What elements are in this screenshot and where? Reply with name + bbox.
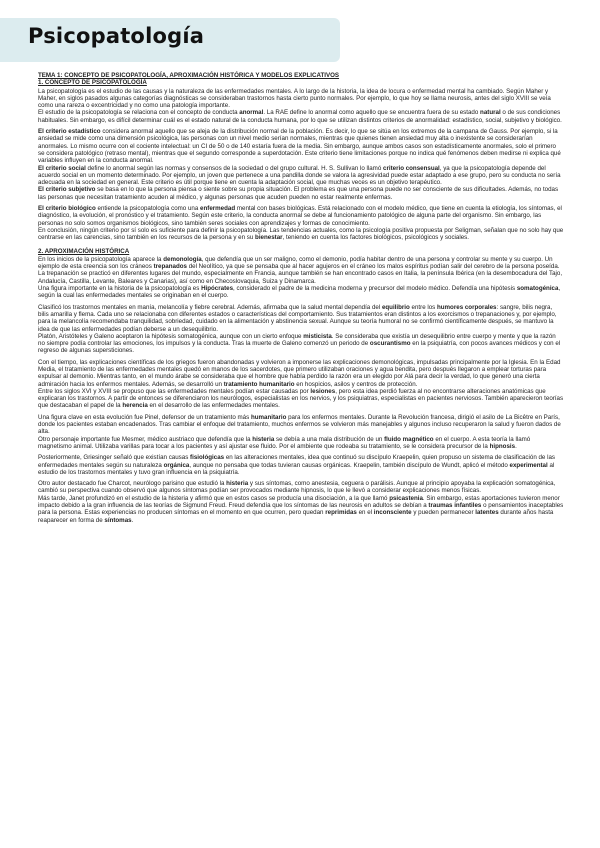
paragraph: El estudio de la psicopatología se relaciona con el concepto de conducta anormal. La RAE define lo anormal como aquello que se encuentra fuera de su estado natural o de sus condiciones habituales. Sin embargo, es difícil determinar cuál es el estado natural de la conducta humana, por lo que se utilizan distintos criterios de anormalidad: estadístico, social, subjetivo y biológico. <box>38 109 562 124</box>
paragraph: El criterio subjetivo se basa en lo que la persona piensa o siente sobre su propia situación. El problema es que una persona puede no ser consciente de sus dificultades. Además, no todas las personas que necesitan tratamiento acuden al médico, y algunas personas que acuden pueden no estar realmente enfermas. <box>38 186 559 201</box>
paragraph: El criterio social define lo anormal según las normas y consensos de la sociedad o del grupo cultural. H. S. Sullivan lo llamó criterio consensual, ya que la psicopatología depende del acuerdo social en un momento determinado. Por ejemplo, un joven que pertenece a una pandilla donde se valora la agresividad puede estar adaptado a ese grupo, pero su conducta no sería adecuada en la sociedad en general. Este criterio es útil porque tiene en cuenta la adaptación social, que muchas veces es un objetivo terapéutico. <box>38 164 561 187</box>
paragraph: Más tarde, Janet profundizó en el estudio de la histeria y afirmó que en estos casos se producía una disociación, a la que llamó psicastenia. Sin embargo, estas aportaciones tuvieron menor impacto debido a la gran influencia de las teorías de Sigmund Freud. Freud defendía que los síntomas de las neurosis en adultos se debían a traumas infantiles o pensamientos inaceptables para la persona. Estas experiencias no producen síntomas en el momento en que ocurren, pero quedan reprimidas en el inconsciente y pueden permanecer latentes durante años hasta reaparecer en forma de síntomas. <box>38 494 564 524</box>
paragraph: Una figura clave en esta evolución fue Pinel, defensor de un tratamiento más humanitario para los enfermos mentales. Durante la Revolución francesa, dirigió el asilo de La Bicêtre en París, donde los pacientes estaban encadenados. Tras cambiar el enfoque del tratamiento, muchos enfermos se volvieron más manejables y algunos incluso recuperaron la salud y fueron dados de alta. <box>38 413 561 436</box>
paragraph: Otro personaje importante fue Mesmer, médico austriaco que defendía que la histeria se debía a una mala distribución de un fluido magnético en el cuerpo. A esta teoría la llamó magnetismo animal. Utilizaba varillas para tocar a los pacientes y así ajustar ese fluido. Por el ambiente que rodeaba su tratamiento, se le considera precursor de la hipnosis. <box>38 435 531 450</box>
paragraph: Entre los siglos XVI y XVIII se propuso que las enfermedades mentales podían estar causadas por lesiones, pero esta idea perdió fuerza al no encontrarse alteraciones anatómicas que explicaran los trastornos. A partir de entonces se diferenciaron los neurólogos, especialistas en los nervios, y los psiquiatras, especialistas en pacientes nerviosos. También aparecieron teorías que destacaban el papel de la herencia en el desarrollo de las enfermedades mentales. <box>38 387 564 410</box>
page-title: Psicopatología <box>28 24 205 48</box>
paragraph: En conclusión, ningún criterio por sí solo es suficiente para definir la psicopatología. Las tendencias actuales, como la psicología positiva propuesta por Seligman, señalan que no solo hay que centrarse en las carencias, sino también en los recursos de la persona y en su bienestar, teniendo en cuenta los factores biológicos, psicológicos y sociales. <box>38 226 564 242</box>
paragraph: Una figura importante en la historia de la psicopatología es Hipócrates, considerado el padre de la medicina moderna y precursor del modelo médico. Defendía una hipótesis somatogénica, según la cual las enfermedades mentales se originaban en el cuerpo. <box>38 285 561 300</box>
paragraph: La psicopatología es el estudio de las causas y la naturaleza de las enfermedades mentales. A lo largo de la historia, la idea de locura o enfermedad mental ha cambiado. Según Maher y Maher, en siglos pasados algunas categorías diagnósticas se consideraban trastornos hasta cierto punto normales. Por ejemplo, lo que hoy se llama neurosis, antes del siglo XVIII se veía como una rareza o excentricidad y no como una patología importante. <box>38 87 551 110</box>
paragraph: Con el tiempo, las explicaciones científicas de los griegos fueron abandonadas y volvieron a imponerse las explicaciones demonológicas, impulsadas principalmente por la Iglesia. En la Edad Media, el tratamiento de las enfermedades mentales quedó en manos de los sacerdotes, que primero utilizaban oraciones y agua bendita, pero después llegaron a emplear torturas para expulsar al demonio. Mientras tanto, en el mundo árabe se consideraba que el hombre que había perdido la razón era un elegido por Alá para decir la verdad, lo que generó una cierta admiración hacia los enfermos mentales. Además, se desarrolló un tratamiento humanitario en hospicios, asilos y centros de protección. <box>38 358 561 388</box>
title-banner <box>0 18 340 62</box>
paragraph: Clasificó los trastornos mentales en manía, melancolía y fiebre cerebral. Además, afirmaba que la salud mental dependía del equilibrio entre los humores corporales: sangre, bilis negra, bilis amarilla y flema. Cada uno se relacionaba con diferentes estados o características del comportamiento. Sus tratamientos eran distintos a los exorcismos o trepanaciones y, por ejemplo, para la melancolía recomendaba tranquilidad, sobriedad, cuidado en la alimentación y abstinencia sexual. Aunque su teoría humoral no se confirmó científicamente después, se mantuvo la idea de que las enfermedades podían deberse a un desequilibrio. <box>38 303 557 333</box>
section-title-history: 2. APROXIMACIÓN HISTÓRICA <box>38 247 130 255</box>
document-body <box>38 72 564 524</box>
topic-heading: TEMA 1: CONCEPTO DE PSICOPATOLOGÍA, APROXIMACIÓN HISTÓRICA Y MODELOS EXPLICATIVOS <box>38 72 340 79</box>
paragraph: Otro autor destacado fue Charcot, neurólogo parisino que estudió la histeria y sus síntomas, como anestesia, ceguera o parálisis. Aunque al principio apoyaba la explicación somatogénica, cambió su perspectiva cuando observó que algunos síntomas podían ser provocados mediante hipnosis, lo que le llevó a considerar explicaciones menos físicas. <box>38 480 556 495</box>
paragraph: El criterio estadístico considera anormal aquello que se aleja de la distribución normal de la población. Es decir, lo que se sitúa en los extremos de la campana de Gauss. Por ejemplo, si la ansiedad se mide como una dimensión psicológica, las personas con un nivel medio serían normales, mientras que quienes tienen ansiedad muy alta o inexistente se considerarían anormales. Lo mismo ocurre con el cociente intelectual: un CI de 50 o de 140 estaría fuera de la media. Sin embargo, aunque ambos casos son estadísticamente anormales, solo el primero se considera patológico (retraso mental), mientras que el segundo corresponde a superdotación. Este criterio tiene limitaciones porque no indica qué fenómenos deben medirse ni explica qué variables influyen en la conducta anormal. <box>38 128 561 165</box>
paragraph: Posteriormente, Griesinger señaló que existían causas fisiológicas en las alteraciones mentales, idea que continuó su discípulo Kraepelin, quien propuso un sistema de clasificación de las enfermedades mentales según su naturaleza orgánica, aunque no pensaba que todas tuvieran causas orgánicas. Kraepelin, también discípulo de Wundt, aplicó el método experimental al estudio de los trastornos mentales y tuvo gran influencia en la psiquiatría. <box>38 454 555 476</box>
paragraph: El criterio biológico entiende la psicopatología como una enfermedad mental con bases biológicas. Está relacionado con el modelo médico, que tiene en cuenta la etiología, los síntomas, el diagnóstico, la evolución, el pronóstico y el tratamiento. Según este criterio, la conducta anormal se debe al funcionamiento patológico de alguna parte del organismo. Sin embargo, las personas no solo somos organismos biológicos, sino también seres sociales con aprendizajes y formas de conocimiento. <box>38 205 562 227</box>
paragraph: Platón, Aristóteles y Galeno aceptaron la hipótesis somatogénica, aunque con un cierto enfoque misticista. Se consideraba que existía un desequilibrio entre cuerpo y mente y que la razón no siempre podía controlar las emociones, los impulsos y la conducta. Tras la muerte de Galeno comenzó un periodo de oscurantismo en la psiquiatría, con pocos avances médicos y con el regreso de algunas supersticiones. <box>38 332 561 355</box>
paragraph: En los inicios de la psicopatología aparece la demonología, que defendía que un ser maligno, como el demonio, podía habitar dentro de una persona y controlar su mente y su cuerpo. Un ejemplo de esta creencia son los cráneos trepanados del Neolítico, ya que se pensaba que al hacer agujeros en el cráneo los malos espíritus podían salir del cerebro de la persona poseída. La trepanación se practicó en diferentes lugares del mundo, especialmente en Francia, aunque también se han encontrado casos en Italia, la península Ibérica (en la desembocadura del Tajo, Andalucía, Castilla, Levante, Baleares y Canarias), así como en Checoslovaquia, Suiza y Dinamarca. <box>38 255 563 285</box>
section-title-concept: 1. CONCEPTO DE PSICOPATOLOGÍA <box>38 79 147 87</box>
